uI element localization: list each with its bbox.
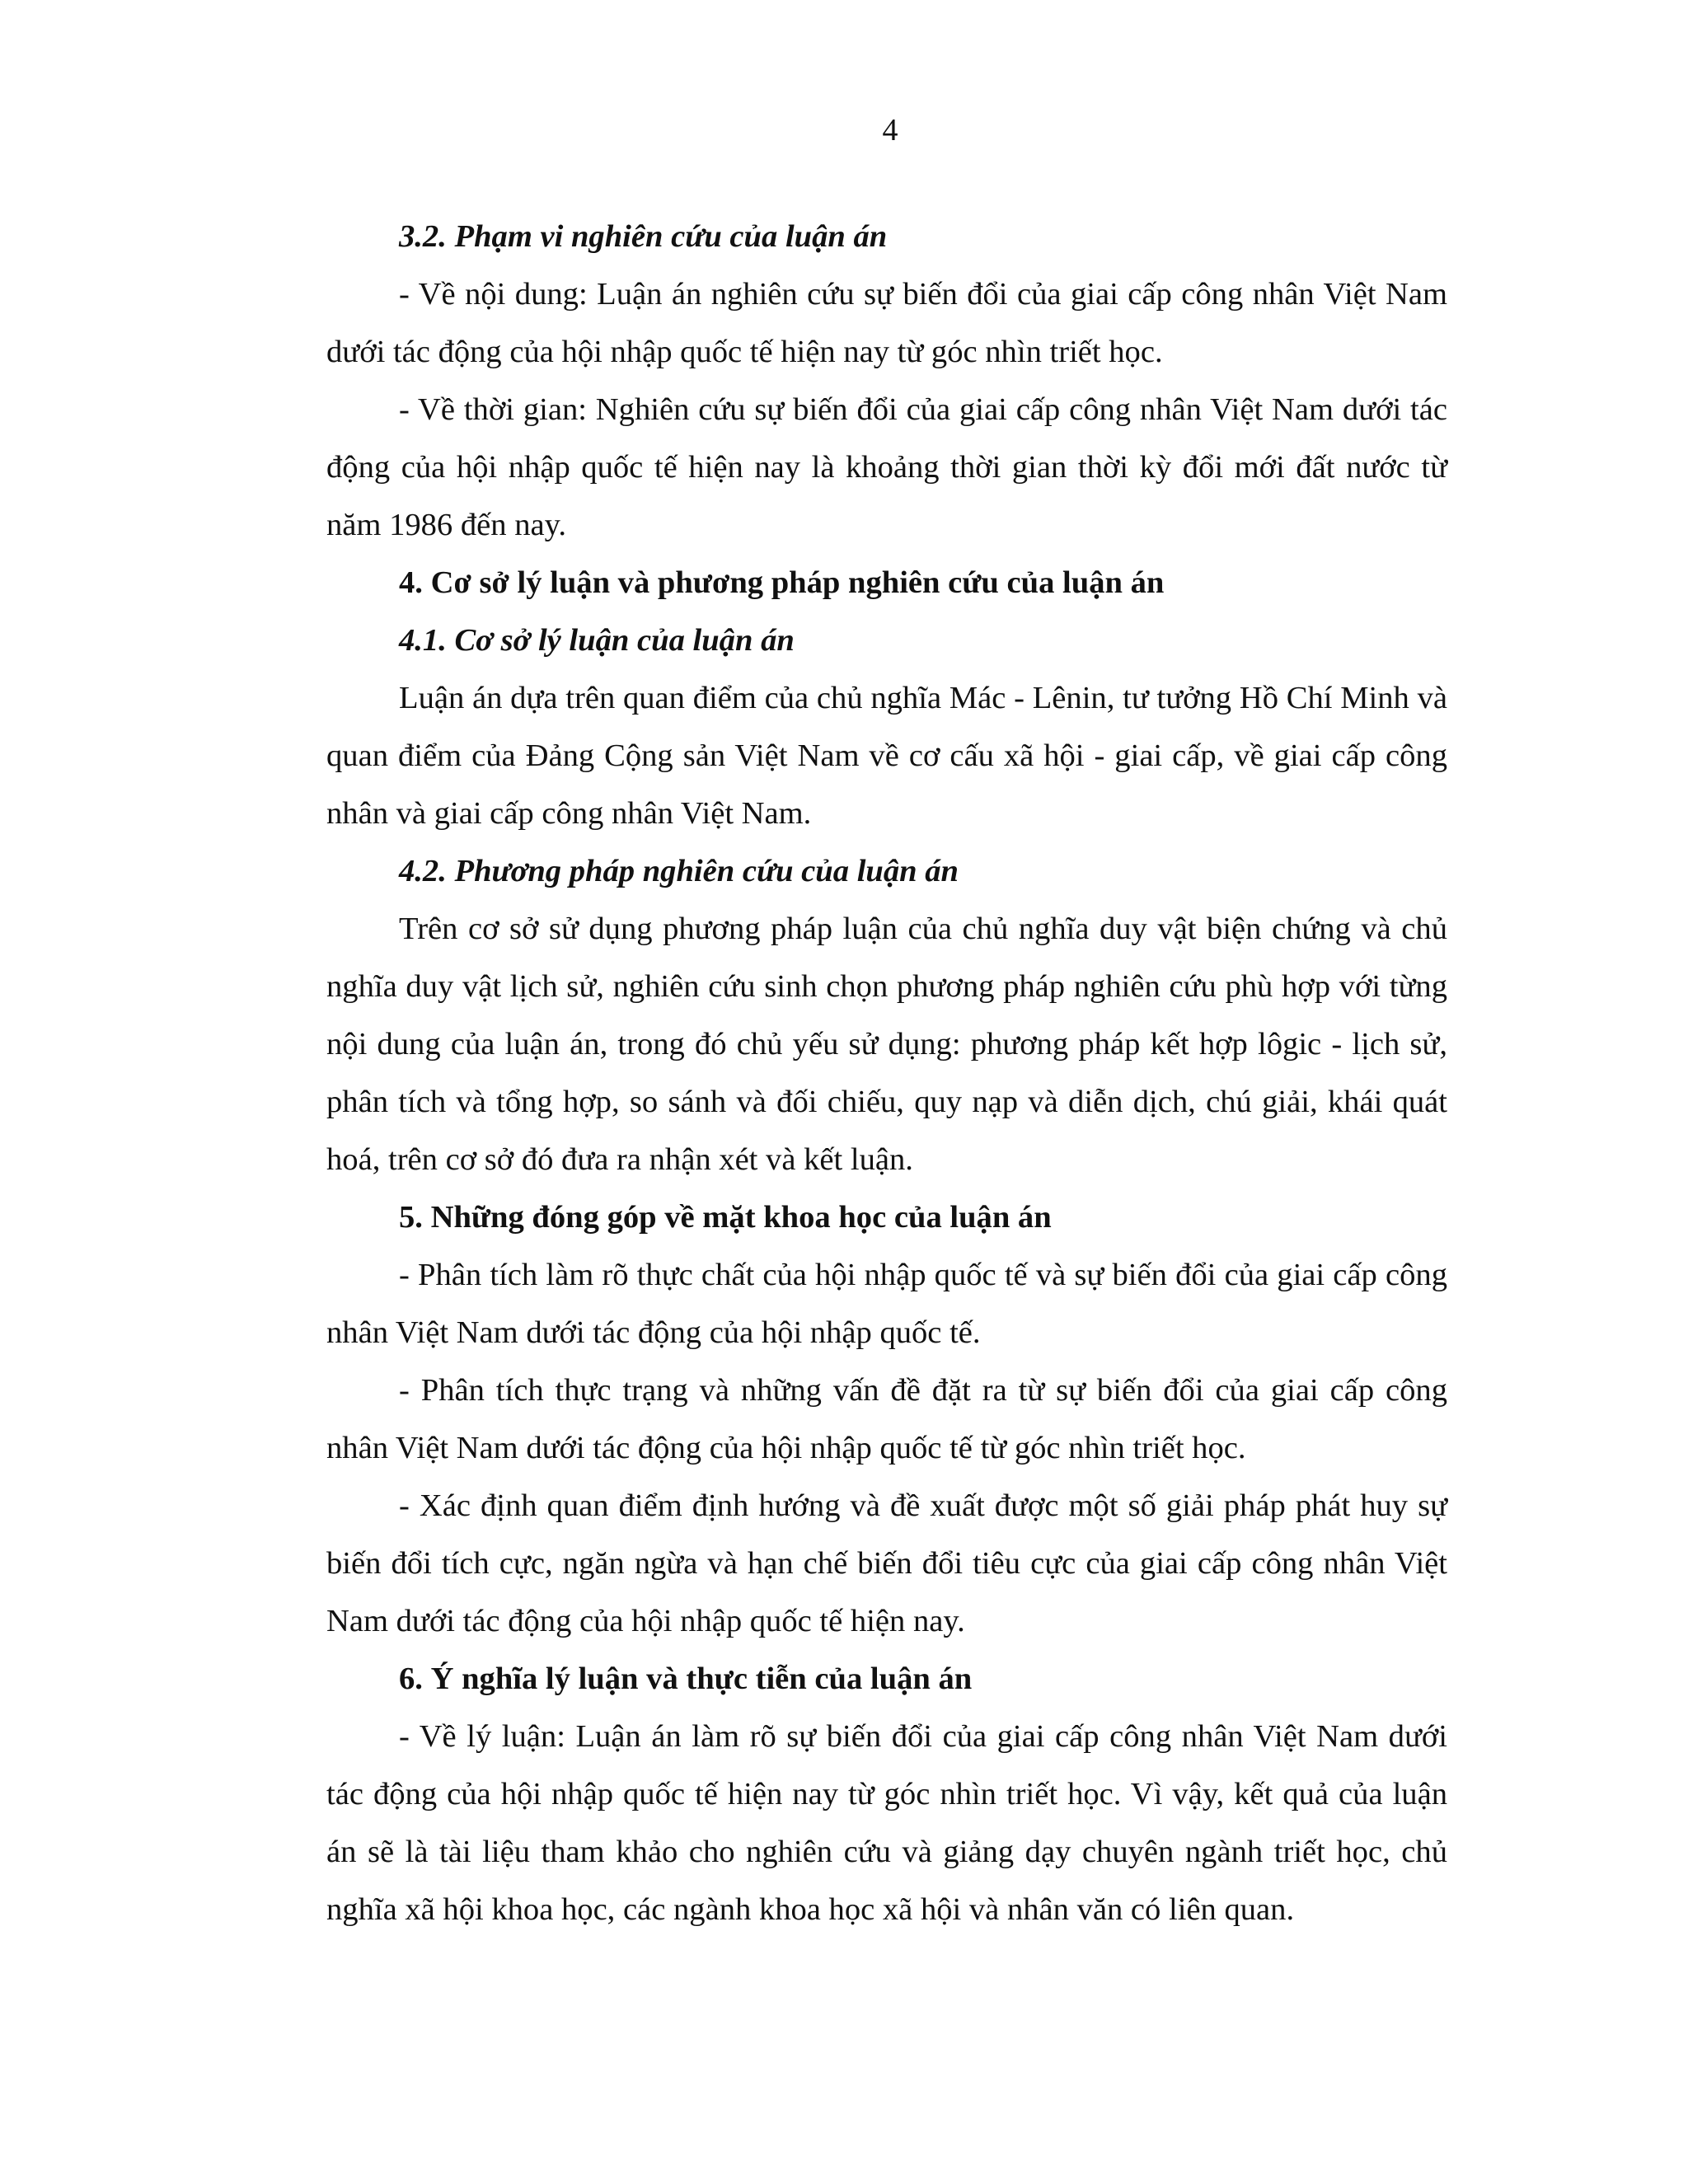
section-heading-3-2: 3.2. Phạm vi nghiên cứu của luận án [399, 219, 888, 254]
section-heading-4-2: 4.2. Phương pháp nghiên cứu của luận án [399, 854, 959, 888]
paragraph-contribution-1: - Phân tích làm rõ thực chất của hội nhập quốc tế và sự biến đổi của giai cấp công nhân Việt Nam dưới tác động của hội nhập quốc tế. [326, 1258, 1447, 1350]
paragraph-theoretical-basis: Luận án dựa trên quan điểm của chủ nghĩa Mác - Lênin, tư tưởng Hồ Chí Minh và quan điểm của Đảng Cộng sản Việt Nam về cơ cấu xã hội - giai cấp, về giai cấp công nhân và giai cấp công nhân Việt Nam. [326, 681, 1447, 831]
document-body [326, 208, 1447, 1938]
paragraph-research-methods: Trên cơ sở sử dụng phương pháp luận của chủ nghĩa duy vật biện chứng và chủ nghĩa duy vật lịch sử, nghiên cứu sinh chọn phương pháp nghiên cứu phù hợp với từng nội dung của luận án, trong đó chủ yếu sử dụng: phương pháp kết hợp lôgic - lịch sử, phân tích và tổng hợp, so sánh và đối chiếu, quy nạp và diễn dịch, chú giải, khái quát hoá, trên cơ sở đó đưa ra nhận xét và kết luận. [326, 912, 1447, 1177]
section-heading-4: 4. Cơ sở lý luận và phương pháp nghiên cứu của luận án [399, 565, 1165, 600]
section-heading-4-1: 4.1. Cơ sở lý luận của luận án [399, 623, 795, 658]
paragraph-theoretical-significance: - Về lý luận: Luận án làm rõ sự biến đổi của giai cấp công nhân Việt Nam dưới tác động của hội nhập quốc tế hiện nay từ góc nhìn triết học. Vì vậy, kết quả của luận án sẽ là tài liệu tham khảo cho nghiên cứu và giảng dạy chuyên ngành triết học, chủ nghĩa xã hội khoa học, các ngành khoa học xã hội và nhân văn có liên quan. [326, 1719, 1447, 1927]
page-number: 4 [882, 113, 898, 148]
paragraph-content-scope: - Về nội dung: Luận án nghiên cứu sự biến đổi của giai cấp công nhân Việt Nam dưới tác động của hội nhập quốc tế hiện nay từ góc nhìn triết học. [326, 277, 1447, 369]
paragraph-time-scope: - Về thời gian: Nghiên cứu sự biến đổi của giai cấp công nhân Việt Nam dưới tác động của hội nhập quốc tế hiện nay là khoảng thời gian thời kỳ đổi mới đất nước từ năm 1986 đến nay. [326, 392, 1447, 542]
paragraph-contribution-3: - Xác định quan điểm định hướng và đề xuất được một số giải pháp phát huy sự biến đổi tích cực, ngăn ngừa và hạn chế biến đổi tiêu cực của giai cấp công nhân Việt Nam dưới tác động của hội nhập quốc tế hiện nay. [326, 1488, 1447, 1638]
section-heading-5: 5. Những đóng góp về mặt khoa học của luận án [399, 1200, 1052, 1235]
paragraph-contribution-2: - Phân tích thực trạng và những vấn đề đặt ra từ sự biến đổi của giai cấp công nhân Việt Nam dưới tác động của hội nhập quốc tế từ góc nhìn triết học. [326, 1373, 1447, 1465]
section-heading-6: 6. Ý nghĩa lý luận và thực tiễn của luận án [399, 1661, 973, 1696]
